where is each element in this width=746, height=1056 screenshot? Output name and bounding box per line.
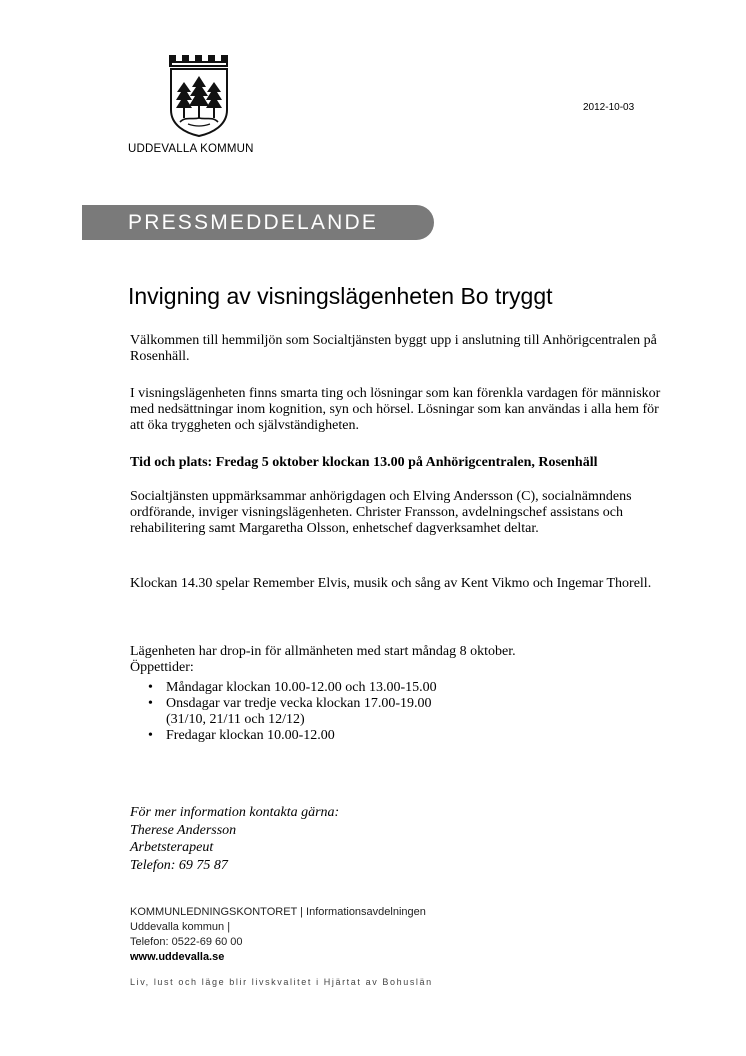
list-item-text: Fredagar klockan 10.00-12.00	[166, 728, 335, 743]
music-paragraph: Klockan 14.30 spelar Remember Elvis, musik och sång av Kent Vikmo och Ingemar Thorell.	[130, 576, 652, 591]
drop-in-paragraph	[130, 644, 675, 676]
opening-hours-list	[148, 680, 437, 744]
banner-label: PRESSMEDDELANDE	[128, 211, 379, 234]
municipal-coat-of-arms-icon	[166, 52, 232, 138]
opening-hours-label: Öppettider:	[130, 660, 194, 675]
list-item	[148, 680, 437, 696]
intro-paragraph: Välkommen till hemmiljön som Socialtjänsten byggt upp i anslutning till Anhörigcentralen på Rosenhäll.	[130, 333, 657, 364]
footer-org: Uddevalla kommun |	[130, 921, 231, 933]
contact-role: Arbetsterapeut	[130, 840, 214, 855]
page-title: Invigning av visningslägenheten Bo tryggt	[128, 283, 553, 309]
contact-name: Therese Andersson	[130, 822, 237, 838]
contact-block	[130, 804, 339, 874]
drop-in-text: Lägenheten har drop-in för allmänheten med start måndag 8 oktober.	[130, 644, 516, 659]
list-item-text: Måndagar klockan 10.00-12.00 och 13.00-15.00	[166, 680, 437, 695]
footer-phone: Telefon: 0522-69 60 00	[130, 936, 243, 948]
footer-website-link[interactable]: www.uddevalla.se	[130, 951, 225, 963]
contact-phone: Telefon: 69 75 87	[130, 857, 228, 873]
footer-office: KOMMUNLEDNINGSKONTORET | Informationsavdelningen	[130, 906, 426, 918]
list-item-dates: (31/10, 21/11 och 12/12)	[166, 712, 305, 727]
time-and-place: Tid och plats: Fredag 5 oktober klockan 13.00 på Anhörigcentralen, Rosenhäll	[130, 455, 598, 470]
list-item	[148, 728, 437, 744]
footer-slogan: Liv, lust och läge blir livskvalitet i Hjärtat av Bohuslän	[130, 977, 433, 987]
inauguration-paragraph: Socialtjänsten uppmärksammar anhörigdagen och Elving Andersson (C), socialnämndens ordförande, inviger visningslägenheten. Christer Fransson, avdelningschef assistans och rehabilitering samt Margaretha Olsson, enhetschef dagverksamhet deltar.	[130, 489, 632, 536]
description-paragraph: I visningslägenheten finns smarta ting och lösningar som kan förenkla vardagen för människor med nedsättningar inom kognition, syn och hörsel. Lösningar som kan användas i alla hem för att öka tryggheten och självständigheten.	[130, 386, 661, 433]
contact-intro: För mer information kontakta gärna:	[130, 805, 340, 820]
list-item-text: Onsdagar var tredje vecka klockan 17.00-19.00	[166, 696, 432, 711]
organization-name: UDDEVALLA KOMMUN	[128, 143, 254, 155]
list-item	[148, 696, 437, 728]
footer	[130, 905, 426, 965]
document-date: 2012-10-03	[583, 102, 635, 113]
